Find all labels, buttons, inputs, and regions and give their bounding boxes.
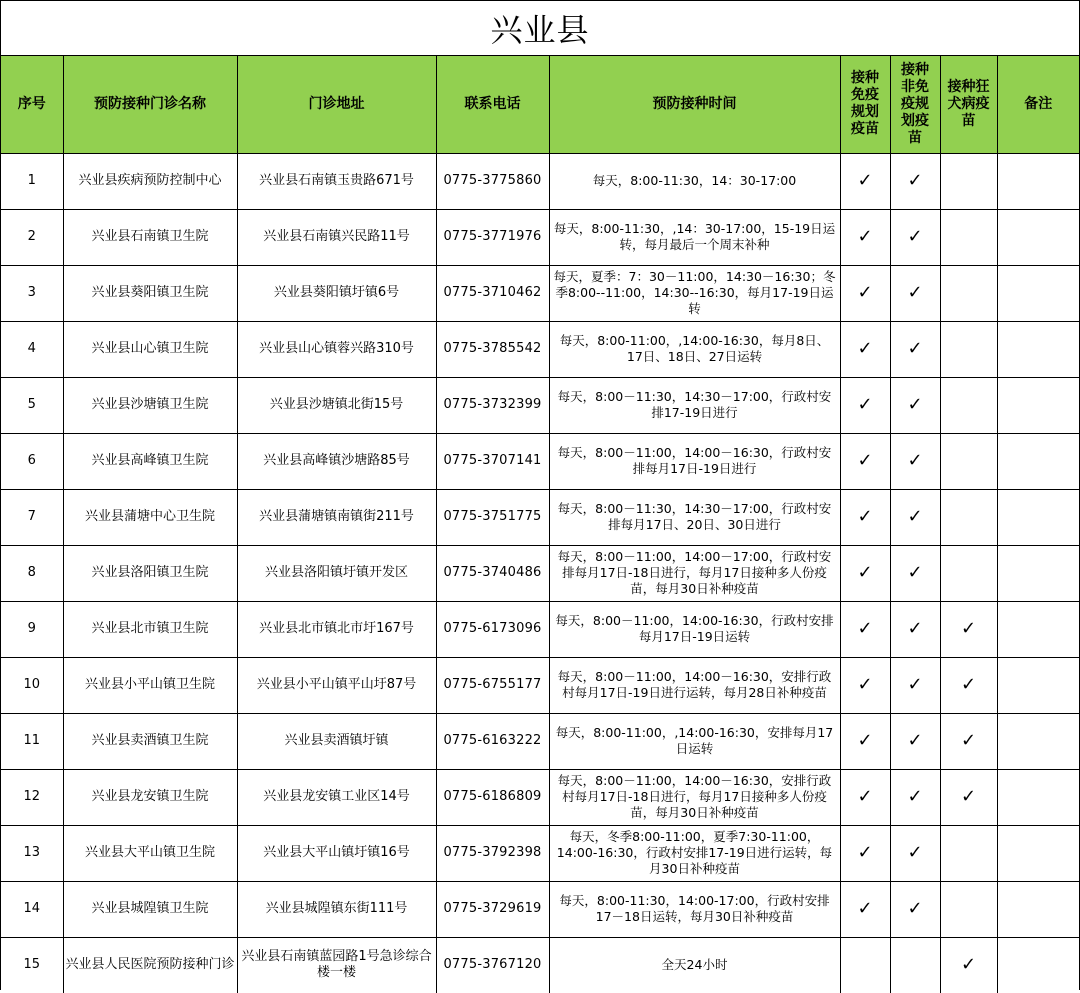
cell-non-nip-check: ✓ <box>890 433 940 489</box>
cell-nip-check <box>840 937 890 993</box>
cell-nip-check: ✓ <box>840 713 890 769</box>
cell-note <box>997 433 1079 489</box>
cell-index: 4 <box>1 321 63 377</box>
cell-phone: 0775-6755177 <box>436 657 549 713</box>
cell-clinic-name: 兴业县疾病预防控制中心 <box>63 153 237 209</box>
cell-index: 9 <box>1 601 63 657</box>
cell-non-nip-check: ✓ <box>890 265 940 321</box>
cell-index: 13 <box>1 825 63 881</box>
table-row <box>1 153 1079 209</box>
table-row <box>1 937 1079 993</box>
cell-rabies-check <box>940 545 997 601</box>
cell-rabies-check <box>940 377 997 433</box>
cell-note <box>997 713 1079 769</box>
cell-rabies-check <box>940 489 997 545</box>
cell-rabies-check <box>940 209 997 265</box>
cell-nip-check: ✓ <box>840 153 890 209</box>
cell-phone: 0775-3710462 <box>436 265 549 321</box>
cell-non-nip-check: ✓ <box>890 825 940 881</box>
cell-index: 3 <box>1 265 63 321</box>
cell-time: 每天，8:00－11:00，14:00－17:00，行政村安排每月17日-18日进行，每月17日接种多人份疫苗，每月30日补种疫苗 <box>549 545 840 601</box>
cell-clinic-name: 兴业县沙塘镇卫生院 <box>63 377 237 433</box>
header-nip-vaccine: 接种免疫规划疫苗 <box>840 56 890 153</box>
cell-nip-check: ✓ <box>840 769 890 825</box>
cell-non-nip-check: ✓ <box>890 489 940 545</box>
cell-nip-check: ✓ <box>840 657 890 713</box>
cell-phone: 0775-3707141 <box>436 433 549 489</box>
header-address: 门诊地址 <box>237 56 436 153</box>
cell-address: 兴业县卖酒镇圩镇 <box>237 713 436 769</box>
cell-phone: 0775-3729619 <box>436 881 549 937</box>
cell-address: 兴业县北市镇北市圩167号 <box>237 601 436 657</box>
table-row <box>1 489 1079 545</box>
cell-note <box>997 153 1079 209</box>
cell-nip-check: ✓ <box>840 545 890 601</box>
cell-clinic-name: 兴业县人民医院预防接种门诊 <box>63 937 237 993</box>
cell-time: 每天，8:00-11:30，,14：30-17:00，15-19日运转，每月最后一个周末补种 <box>549 209 840 265</box>
sheet-title: 兴业县 <box>1 1 1079 56</box>
cell-non-nip-check: ✓ <box>890 153 940 209</box>
cell-nip-check: ✓ <box>840 265 890 321</box>
cell-clinic-name: 兴业县石南镇卫生院 <box>63 209 237 265</box>
header-phone: 联系电话 <box>436 56 549 153</box>
cell-clinic-name: 兴业县洛阳镇卫生院 <box>63 545 237 601</box>
cell-clinic-name: 兴业县卖酒镇卫生院 <box>63 713 237 769</box>
cell-time: 每天，8:00－11:00，14:00－16:30，行政村安排每月17日-19日进行 <box>549 433 840 489</box>
cell-non-nip-check: ✓ <box>890 769 940 825</box>
cell-rabies-check: ✓ <box>940 601 997 657</box>
header-time: 预防接种时间 <box>549 56 840 153</box>
cell-rabies-check <box>940 321 997 377</box>
cell-address: 兴业县大平山镇圩镇16号 <box>237 825 436 881</box>
cell-rabies-check: ✓ <box>940 713 997 769</box>
cell-note <box>997 321 1079 377</box>
cell-address: 兴业县高峰镇沙塘路85号 <box>237 433 436 489</box>
cell-rabies-check: ✓ <box>940 937 997 993</box>
table-header-row <box>1 56 1079 153</box>
cell-phone: 0775-3792398 <box>436 825 549 881</box>
cell-time: 每天，8:00-11:30，14:00-17:00，行政村安排17－18日运转，每月30日补种疫苗 <box>549 881 840 937</box>
cell-clinic-name: 兴业县北市镇卫生院 <box>63 601 237 657</box>
table-row <box>1 825 1079 881</box>
table-body <box>1 153 1079 993</box>
cell-clinic-name: 兴业县小平山镇卫生院 <box>63 657 237 713</box>
cell-rabies-check <box>940 825 997 881</box>
cell-phone: 0775-3767120 <box>436 937 549 993</box>
cell-note <box>997 601 1079 657</box>
cell-phone: 0775-3771976 <box>436 209 549 265</box>
cell-clinic-name: 兴业县大平山镇卫生院 <box>63 825 237 881</box>
cell-time: 每天，8:00－11:00，14:00-16:30，行政村安排每月17日-19日运转 <box>549 601 840 657</box>
cell-note <box>997 209 1079 265</box>
cell-address: 兴业县石南镇兴民路11号 <box>237 209 436 265</box>
cell-note <box>997 489 1079 545</box>
header-non-nip-vaccine: 接种非免疫规划疫苗 <box>890 56 940 153</box>
cell-rabies-check <box>940 265 997 321</box>
cell-address: 兴业县龙安镇工业区14号 <box>237 769 436 825</box>
cell-time: 每天，8:00-11:30，14：30-17:00 <box>549 153 840 209</box>
table-row <box>1 601 1079 657</box>
cell-clinic-name: 兴业县蒲塘中心卫生院 <box>63 489 237 545</box>
cell-rabies-check: ✓ <box>940 657 997 713</box>
cell-note <box>997 265 1079 321</box>
cell-phone: 0775-6186809 <box>436 769 549 825</box>
header-index: 序号 <box>1 56 63 153</box>
cell-time: 每天，8:00－11:00，14:00－16:30，安排行政村每月17日-19日进行运转，每月28日补种疫苗 <box>549 657 840 713</box>
cell-time: 每天，夏季：7：30－11:00，14:30－16:30；冬季8:00--11:00，14:30--16:30，每月17-19日运转 <box>549 265 840 321</box>
cell-address: 兴业县山心镇蓉兴路310号 <box>237 321 436 377</box>
table-row <box>1 713 1079 769</box>
cell-nip-check: ✓ <box>840 825 890 881</box>
cell-note <box>997 657 1079 713</box>
cell-address: 兴业县石南镇玉贵路671号 <box>237 153 436 209</box>
table-row <box>1 209 1079 265</box>
cell-rabies-check <box>940 153 997 209</box>
cell-phone: 0775-3732399 <box>436 377 549 433</box>
table-row <box>1 545 1079 601</box>
cell-address: 兴业县小平山镇平山圩87号 <box>237 657 436 713</box>
table-row <box>1 769 1079 825</box>
cell-non-nip-check <box>890 937 940 993</box>
table-row <box>1 881 1079 937</box>
cell-index: 14 <box>1 881 63 937</box>
table-row <box>1 377 1079 433</box>
header-clinic-name: 预防接种门诊名称 <box>63 56 237 153</box>
header-note: 备注 <box>997 56 1079 153</box>
cell-non-nip-check: ✓ <box>890 881 940 937</box>
clinic-table <box>1 56 1079 993</box>
cell-address: 兴业县城隍镇东街111号 <box>237 881 436 937</box>
cell-time: 每天，8:00－11:30，14:30－17:00，行政村安排17-19日进行 <box>549 377 840 433</box>
header-rabies-vaccine: 接种狂犬病疫苗 <box>940 56 997 153</box>
cell-nip-check: ✓ <box>840 601 890 657</box>
cell-clinic-name: 兴业县高峰镇卫生院 <box>63 433 237 489</box>
cell-index: 15 <box>1 937 63 993</box>
cell-phone: 0775-3740486 <box>436 545 549 601</box>
cell-phone: 0775-3785542 <box>436 321 549 377</box>
cell-clinic-name: 兴业县葵阳镇卫生院 <box>63 265 237 321</box>
cell-index: 2 <box>1 209 63 265</box>
cell-rabies-check: ✓ <box>940 769 997 825</box>
cell-index: 11 <box>1 713 63 769</box>
cell-address: 兴业县蒲塘镇南镇街211号 <box>237 489 436 545</box>
cell-index: 6 <box>1 433 63 489</box>
cell-clinic-name: 兴业县山心镇卫生院 <box>63 321 237 377</box>
table-row <box>1 657 1079 713</box>
cell-phone: 0775-3751775 <box>436 489 549 545</box>
cell-index: 10 <box>1 657 63 713</box>
cell-phone: 0775-6163222 <box>436 713 549 769</box>
table-row <box>1 433 1079 489</box>
cell-nip-check: ✓ <box>840 433 890 489</box>
cell-rabies-check <box>940 881 997 937</box>
cell-address: 兴业县石南镇蓝园路1号急诊综合楼一楼 <box>237 937 436 993</box>
cell-nip-check: ✓ <box>840 321 890 377</box>
cell-clinic-name: 兴业县龙安镇卫生院 <box>63 769 237 825</box>
cell-nip-check: ✓ <box>840 881 890 937</box>
cell-index: 1 <box>1 153 63 209</box>
table-row <box>1 265 1079 321</box>
cell-address: 兴业县沙塘镇北街15号 <box>237 377 436 433</box>
cell-non-nip-check: ✓ <box>890 209 940 265</box>
cell-time: 每天，8:00-11:00，,14:00-16:30，安排每月17日运转 <box>549 713 840 769</box>
cell-non-nip-check: ✓ <box>890 601 940 657</box>
cell-index: 7 <box>1 489 63 545</box>
cell-time: 每天，冬季8:00-11:00，夏季7:30-11:00，14:00-16:30，行政村安排17-19日进行运转，每月30日补种疫苗 <box>549 825 840 881</box>
cell-address: 兴业县洛阳镇圩镇开发区 <box>237 545 436 601</box>
cell-index: 12 <box>1 769 63 825</box>
cell-note <box>997 545 1079 601</box>
cell-phone: 0775-6173096 <box>436 601 549 657</box>
cell-phone: 0775-3775860 <box>436 153 549 209</box>
cell-index: 5 <box>1 377 63 433</box>
cell-non-nip-check: ✓ <box>890 657 940 713</box>
cell-clinic-name: 兴业县城隍镇卫生院 <box>63 881 237 937</box>
cell-non-nip-check: ✓ <box>890 321 940 377</box>
cell-time: 每天，8:00-11:00，,14:00-16:30，每月8日、17日、18日、27日运转 <box>549 321 840 377</box>
cell-non-nip-check: ✓ <box>890 545 940 601</box>
cell-nip-check: ✓ <box>840 209 890 265</box>
cell-note <box>997 769 1079 825</box>
cell-nip-check: ✓ <box>840 377 890 433</box>
cell-note <box>997 881 1079 937</box>
cell-nip-check: ✓ <box>840 489 890 545</box>
cell-note <box>997 825 1079 881</box>
cell-note <box>997 377 1079 433</box>
cell-address: 兴业县葵阳镇圩镇6号 <box>237 265 436 321</box>
cell-time: 全天24小时 <box>549 937 840 993</box>
cell-non-nip-check: ✓ <box>890 713 940 769</box>
cell-index: 8 <box>1 545 63 601</box>
cell-note <box>997 937 1079 993</box>
table-row <box>1 321 1079 377</box>
cell-non-nip-check: ✓ <box>890 377 940 433</box>
cell-time: 每天，8:00－11:00，14:00－16:30，安排行政村每月17日-18日进行，每月17日接种多人份疫苗，每月30日补种疫苗 <box>549 769 840 825</box>
cell-rabies-check <box>940 433 997 489</box>
cell-time: 每天，8:00－11:30，14:30－17:00，行政村安排每月17日、20日、30日进行 <box>549 489 840 545</box>
